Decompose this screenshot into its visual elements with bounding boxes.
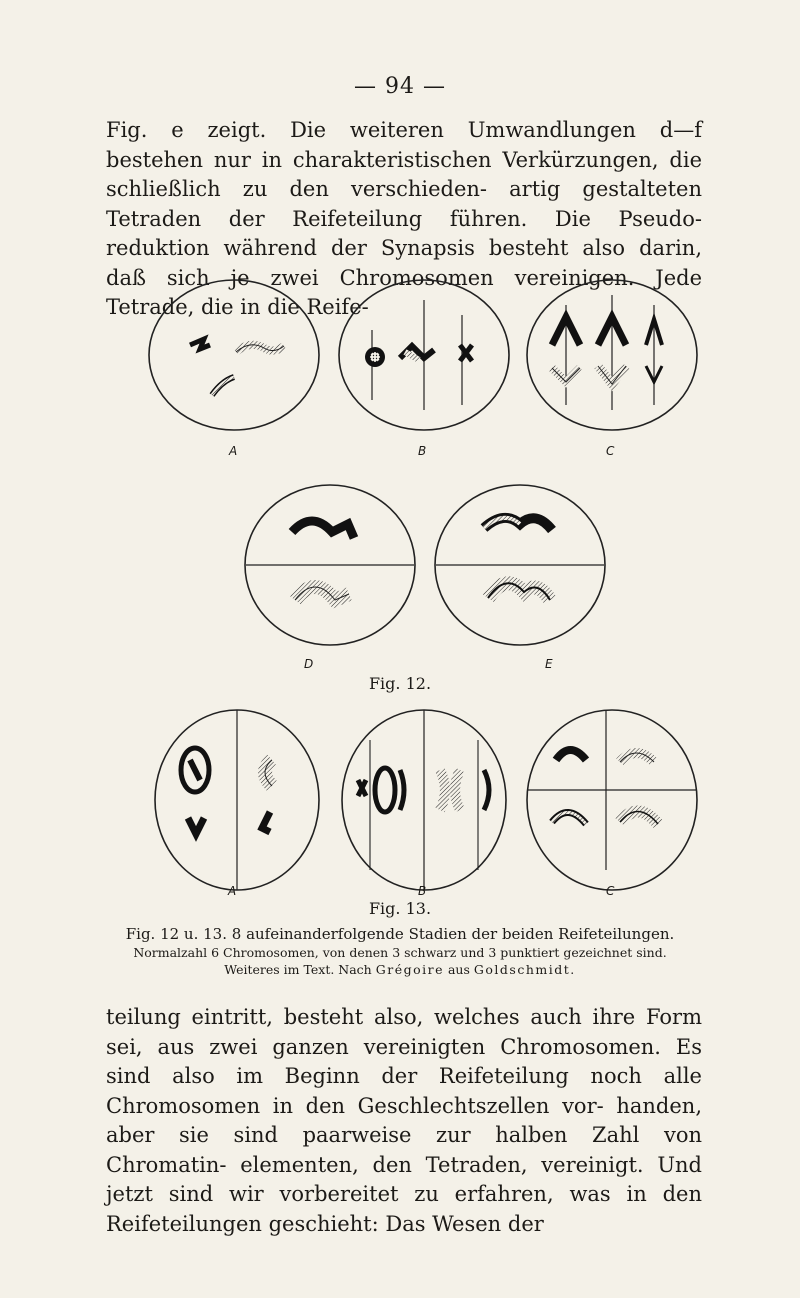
text-line: ganzen vereinigten Chromosomen. Es sind also im Beginn der: [106, 1034, 702, 1088]
caption-line-3: [80, 961, 720, 978]
figure-caption: [80, 924, 720, 978]
text-line: Reifeteilung noch alle Chromosomen in den Geschlechtszellen vor-: [106, 1064, 702, 1118]
fig13-cell-b: [342, 710, 506, 890]
fig12-label-c: C: [606, 444, 615, 458]
fig12-title: Fig. 12.: [368, 674, 432, 693]
fig12-cell-d: [245, 485, 415, 645]
fig13-label-c: C: [606, 884, 615, 898]
fig13-cell-a: [155, 710, 319, 890]
paragraph-bottom: [106, 1003, 702, 1239]
caption-author: Goldschmidt.: [473, 962, 576, 977]
page-number: — 94 —: [354, 74, 446, 99]
caption-text: aus: [447, 962, 470, 977]
fig12-cell-b: [339, 280, 509, 430]
fig12-label-e: E: [545, 657, 553, 671]
fig13-label-a: A: [228, 884, 237, 898]
fig12-label-b: B: [418, 444, 427, 458]
fig13-label-b: B: [418, 884, 427, 898]
caption-text: Weiteres im Text. Nach: [224, 962, 372, 977]
text-line: reduktion während der Synapsis besteht also darin, daß sich je: [106, 236, 702, 290]
fig12-label-d: D: [304, 657, 314, 671]
fig13-cell-c: [527, 710, 697, 890]
fig12-cell-a: [149, 280, 319, 430]
caption-author: Grégoire: [375, 962, 444, 977]
text-line: Fig. e zeigt. Die weiteren Umwandlungen d—f bestehen nur in: [106, 118, 702, 172]
fig12-label-a: A: [229, 444, 238, 458]
caption-line-1: Fig. 12 u. 13. 8 aufeinanderfolgende Stadien der beiden Reifeteilungen.: [125, 925, 675, 943]
text-line: zu erfahren, was in den Reifeteilungen geschieht: Das Wesen der: [106, 1182, 702, 1236]
text-line: elementen, den Tetraden, vereinigt. Und jetzt sind wir vorbereitet: [106, 1152, 702, 1206]
text-line: charakteristischen Verkürzungen, die schließlich zu den verschieden-: [106, 147, 702, 201]
text-line: artig gestalteten Tetraden der Reifeteilung führen. Die Pseudo-: [106, 177, 702, 231]
text-line: handen, aber sie sind paarweise zur halben Zahl von Chromatin-: [106, 1093, 702, 1177]
text-line: teilung eintritt, besteht also, welches auch ihre Form sei, aus zwei: [106, 1005, 702, 1059]
fig12-cell-c: [527, 280, 697, 430]
text-line: zwei Chromosomen vereinigen. Jede Tetrade, die in die Reife-: [106, 265, 703, 319]
fig12-cell-e: [435, 485, 605, 645]
fig13-title: Fig. 13.: [368, 899, 432, 918]
caption-line-2: Normalzahl 6 Chromosomen, von denen 3 schwarz und 3 punktiert gezeichnet sind.: [133, 945, 667, 960]
